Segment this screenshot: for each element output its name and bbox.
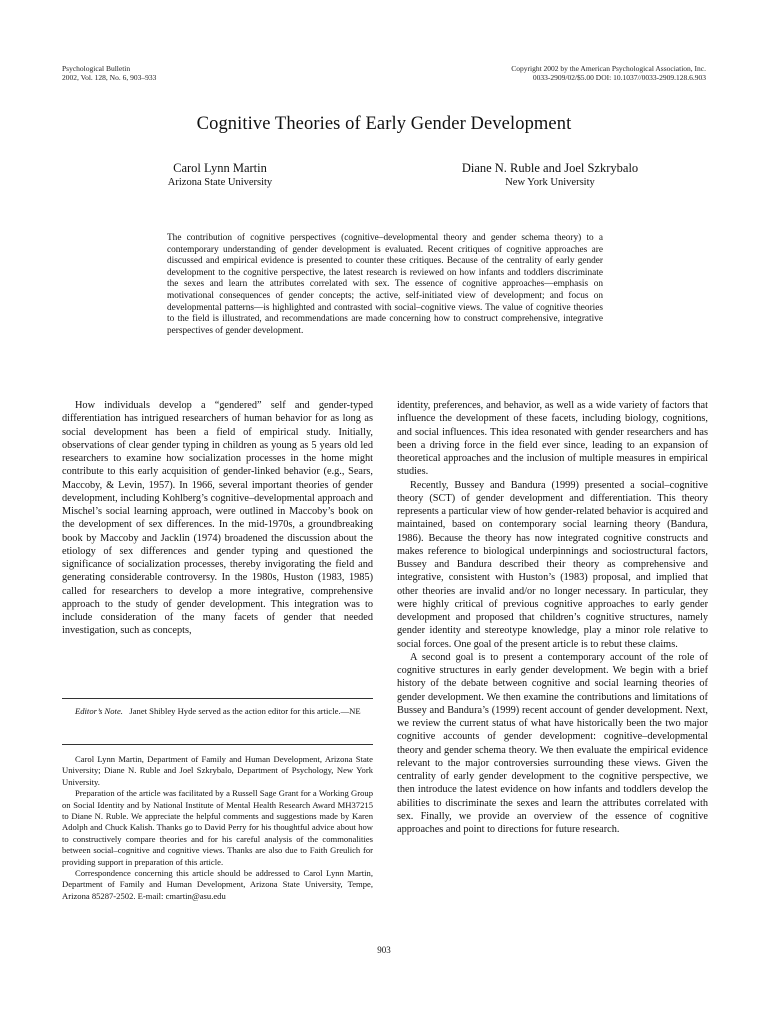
editor-note-label: Editor’s Note. bbox=[75, 706, 123, 716]
journal-name: Psychological Bulletin bbox=[62, 64, 131, 73]
author-affiliation: Arizona State University bbox=[167, 177, 273, 188]
doi-line: 0033-2909/02/$5.00 DOI: 10.1037//0033-2909.128.6.903 bbox=[532, 73, 706, 82]
journal-volume: 2002, Vol. 128, No. 6, 903–933 bbox=[62, 73, 157, 82]
footnote-divider bbox=[62, 698, 373, 699]
body-paragraph: How individuals develop a “gendered” self and gender-typed differentiation has intrigued researchers of human behavior for as long as social development has been a field of empirical study. Initially, observations of clear gender typing in children as young as 5 years old led researchers to examine how socialization processes in the home might contribute to this early acquisition of gender-linked behavior (e.g., Sears, Maccoby, & Levin, 1957). In 1966, several important theories of gender development, including Kohlberg’s cognitive–developmental approach and Mischel’s social learning approach, were outlined in Maccoby’s book on the development of sex differences. In the mid-1970s, a groundbreaking book by Maccoby and Jacklin (1974) broadened the discussion about the etiology of sex differences and gender typing and questioned the significance of socialization processes, thereby invigorating the field and generating considerable controversy. In the 1980s, Huston (1983, 1985) called for researchers to develop a more integrative, comprehensive approach to the study of gender development. This integration was to include consideration of the many facets of gender that needed investigation, such as concepts, bbox=[62, 400, 373, 637]
footnote-divider bbox=[62, 744, 373, 745]
footnote-affiliation: Carol Lynn Martin, Department of Family and Human Development, Arizona State University; Diane N. Ruble and Joel Szkrybalo, Department of Psychology, New York University. bbox=[62, 754, 373, 787]
running-header-right bbox=[511, 64, 706, 82]
author-name: Carol Lynn Martin bbox=[173, 161, 267, 175]
author-block-1 bbox=[140, 160, 300, 190]
body-paragraph: Recently, Bussey and Bandura (1999) presented a social–cognitive theory (SCT) of gender development and differentiation. This theory represents a particular view of how gender-related behavior is acquired and maintained, based on contemporary social learning theory (Bandura, 1986). Because the theory has now integrated cognitive constructs and makes reference to biological underpinnings and sociostructural factors, Bussey and Bandura described their theory as comprehensive and integrative, consistent with Huston’s (1983) proposal, and implied that other theories are invalid and/or no longer necessary. In particular, they were highly critical of previous cognitive approaches to early gender development and proposed that children’s cognitive structures, namely gender identity and stereotype knowledge, play a minor role relative to social forces. One goal of the present article is to rebut these claims. bbox=[397, 479, 708, 650]
footnote-correspondence: Correspondence concerning this article should be addressed to Carol Lynn Martin, Department of Family and Human Development, Arizona State University, Tempe, Arizona 85287-2502. E-mail: cmartin@asu.edu bbox=[62, 868, 373, 901]
author-block-2 bbox=[430, 160, 670, 190]
body-column-right bbox=[397, 399, 708, 836]
editor-note-text: Janet Shibley Hyde served as the action editor for this article.—NE bbox=[129, 706, 361, 716]
abstract bbox=[167, 233, 603, 337]
author-affiliation: New York University bbox=[505, 177, 595, 188]
author-footnotes bbox=[62, 754, 373, 902]
body-paragraph: A second goal is to present a contemporary account of the role of cognitive structures in early gender development. We begin with a brief history of the debate between cognitive and social learning theories of gender development. We then examine the contributions and limitations of Bussey and Bandura’s (1999) recent account of gender development. Next, we review the current status of what have historically been the two major cognitive accounts of gender development: cognitive–developmental theory and gender schema theory. We then evaluate the empirical evidence relevant to the major controversies surrounding these views. Given the centrality of early gender development to the cognitive perspective, we then introduce the latest evidence on how infants and toddlers develop the abilities to discriminate the sexes and learn the attributes correlated with sex. Finally, we provide an overview of the essence of cognitive approaches and point to directions for future research. bbox=[397, 651, 708, 835]
body-column-left bbox=[62, 399, 373, 638]
body-paragraph: identity, preferences, and behavior, as well as a wide variety of factors that influence the development of these facets, including biology, cognitions, and social influences. This idea resonated with gender researchers and has been a driving force in the field ever since, leading to an expansion of theoretical approaches and the inclusion of multiple measures in empirical studies. bbox=[397, 400, 708, 478]
article-title: Cognitive Theories of Early Gender Development bbox=[196, 114, 572, 134]
footnote-preparation: Preparation of the article was facilitated by a Russell Sage Grant for a Working Group on Social Identity and by National Institute of Mental Health Research Award MH37215 to Diane N. Ruble. We appreciate the helpful comments and suggestions made by Karen Adolph and Chuck Kalish. Thanks go to David Perry for his thoughtful advice about how to constructively compare theories and for his careful analysis of the commonalities between social–cognitive and cognitive views. Thanks are also due to Faith Greulich for providing support in preparation of this article. bbox=[62, 788, 373, 867]
abstract-text: The contribution of cognitive perspectives (cognitive–developmental theory and gender schema theory) to a contemporary understanding of gender development is evaluated. Recent critiques of cognitive approaches are discussed and empirical evidence is presented to counter these critiques. Because of the centrality of early gender development to the cognitive perspective, the latest research is reviewed on how infants and toddlers discriminate the sexes and learn the attributes correlated with sex. The essence of cognitive approaches—emphasis on motivational consequences of gender concepts; the active, self-initiated view of development; and focus on developmental patterns—is highlighted and contrasted with social–cognitive views. The value of cognitive theories to the field is illustrated, and recommendations are made concerning how to construct comprehensive, integrative perspectives of gender development. bbox=[167, 233, 603, 336]
running-header-left bbox=[62, 64, 156, 82]
copyright-line: Copyright 2002 by the American Psychological Association, Inc. bbox=[511, 64, 706, 73]
author-name: Diane N. Ruble and Joel Szkrybalo bbox=[461, 161, 639, 175]
editor-note bbox=[62, 706, 373, 717]
page-number: 903 bbox=[377, 945, 391, 955]
